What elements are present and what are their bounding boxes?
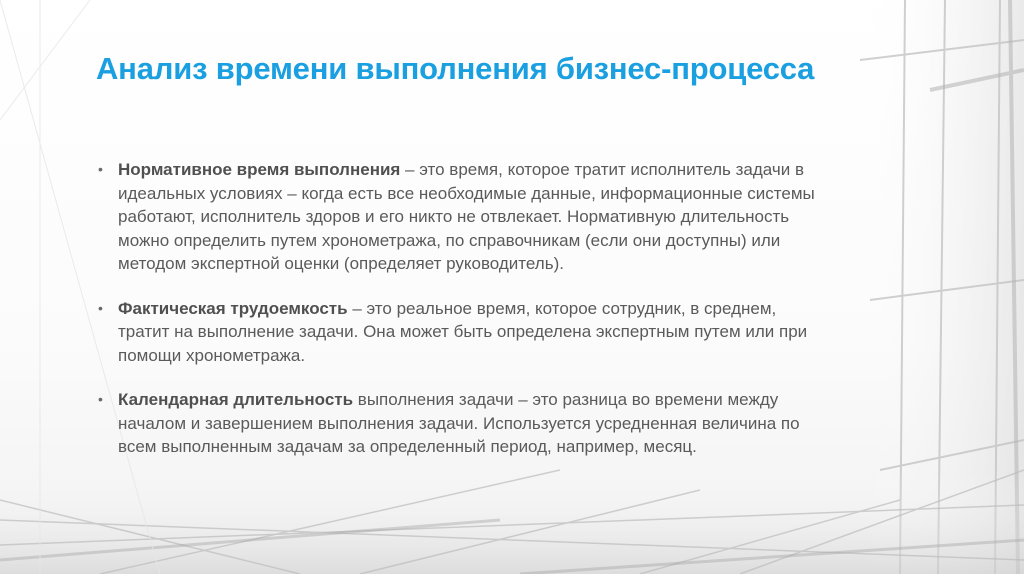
bullet-item-calendar-duration xyxy=(96,388,816,459)
bullet-item-actual-labor xyxy=(96,297,816,368)
slide-title: Анализ времени выполнения бизнес-процесса xyxy=(96,51,815,86)
bullet-term: Фактическая трудоемкость xyxy=(118,298,348,318)
bullet-text: выполнения задачи – это разница во времени между началом и завершением выполнения задачи. Используется усредненная величина по всем выполненным задачам за определенный период, например, месяц. xyxy=(118,390,800,456)
bullet-text: – это реальное время, которое сотрудник, в среднем, тратит на выполнение задачи. Она может быть определена экспертным путем или при помощи хронометража. xyxy=(118,298,808,365)
bullet-list xyxy=(96,158,816,480)
bullet-dot-icon: • xyxy=(98,161,103,177)
bullet-dot-icon: • xyxy=(98,299,103,316)
bullet-text: – это время, которое тратит исполнитель задачи в идеальных условиях – когда есть все необходимые данные, информационные системы работают, исполнитель здоров и его никто не отвлекает. Нормативную длительность можно определить путем хронометража, по справочникам (если они доступны) или методом экспертной оценки (определяет руководитель). xyxy=(118,160,815,273)
bullet-term: Календарная длительность xyxy=(118,390,354,409)
bullet-term: Нормативное время выполнения xyxy=(118,160,401,179)
bullet-dot-icon: • xyxy=(98,391,103,407)
bullet-item-normative-time xyxy=(96,158,816,276)
